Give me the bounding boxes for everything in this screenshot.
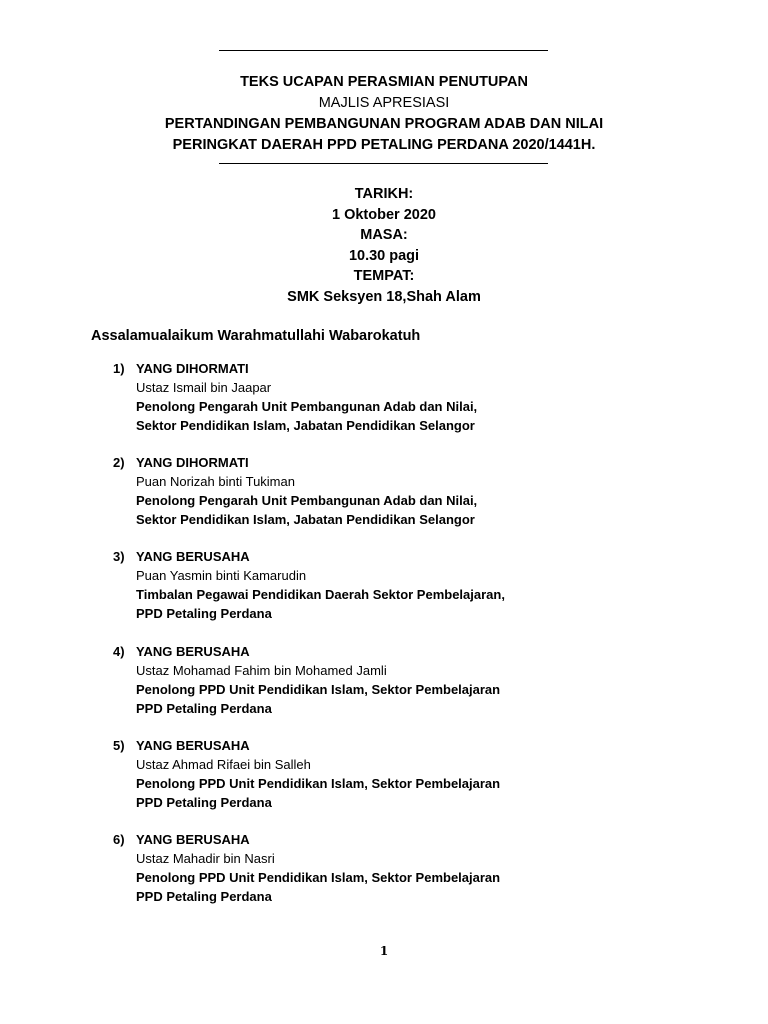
guest-item <box>113 642 673 718</box>
guest-number: 1) <box>113 361 125 376</box>
guest-name: Ustaz Mohamad Fahim bin Mohamed Jamli <box>136 662 387 678</box>
guest-position-line: Sektor Pendidikan Islam, Jabatan Pendidikan Selangor <box>136 512 475 528</box>
guest-number: 5) <box>113 737 125 753</box>
guest-list <box>113 359 673 924</box>
guest-name: Ustaz Mahadir bin Nasri <box>136 850 275 866</box>
title-line-3: PERTANDINGAN PEMBANGUNAN PROGRAM ADAB DAN NILAI <box>164 116 604 132</box>
guest-honorific: YANG BERUSAHA <box>136 549 250 565</box>
guest-position-line: PPD Petaling Perdana <box>136 700 272 716</box>
guest-honorific: YANG BERUSAHA <box>136 831 250 847</box>
guest-item <box>113 736 673 812</box>
guest-item <box>113 830 673 906</box>
bottom-divider-line <box>219 163 548 164</box>
title-line-4: PERINGKAT DAERAH PPD PETALING PERDANA 2020/1441H. <box>172 137 596 153</box>
document-title <box>0 72 768 156</box>
event-details <box>0 184 768 308</box>
guest-position-line: PPD Petaling Perdana <box>136 606 272 622</box>
guest-number: 2) <box>113 455 125 471</box>
guest-honorific: YANG BERUSAHA <box>136 737 250 753</box>
date-label: TARIKH: <box>354 186 414 202</box>
guest-position-line: Sektor Pendidikan Islam, Jabatan Pendidikan Selangor <box>136 418 475 433</box>
guest-position-line: Penolong PPD Unit Pendidikan Islam, Sektor Pembelajaran <box>136 775 501 791</box>
guest-honorific: YANG DIHORMATI <box>136 361 249 376</box>
greeting-text: Assalamualaikum Warahmatullahi Wabarokatuh <box>91 328 421 344</box>
guest-name: Puan Yasmin binti Kamarudin <box>136 568 307 584</box>
guest-name: Puan Norizah binti Tukiman <box>136 474 295 490</box>
guest-position-line: Penolong PPD Unit Pendidikan Islam, Sektor Pembelajaran <box>136 681 501 697</box>
guest-position-line: Timbalan Pegawai Pendidikan Daerah Sektor Pembelajaran, <box>136 587 505 603</box>
guest-position-line: PPD Petaling Perdana <box>136 794 272 810</box>
time-value: 10.30 pagi <box>348 247 420 264</box>
guest-name: Ustaz Ismail bin Jaapar <box>136 380 272 395</box>
guest-item <box>113 453 673 529</box>
venue-value: SMK Seksyen 18,Shah Alam <box>287 288 481 305</box>
guest-position-line: Penolong Pengarah Unit Pembangunan Adab dan Nilai, <box>136 493 478 509</box>
guest-name: Ustaz Ahmad Rifaei bin Salleh <box>136 756 311 772</box>
date-value: 1 Oktober 2020 <box>332 206 436 223</box>
guest-item <box>113 547 673 623</box>
page-number: 1 <box>379 944 389 958</box>
guest-number: 4) <box>113 643 125 659</box>
guest-number: 6) <box>113 831 125 847</box>
guest-honorific: YANG BERUSAHA <box>136 643 250 659</box>
guest-position-line: Penolong Pengarah Unit Pembangunan Adab dan Nilai, <box>136 399 478 414</box>
guest-position-line: PPD Petaling Perdana <box>136 888 272 904</box>
guest-item <box>113 359 673 435</box>
guest-honorific: YANG DIHORMATI <box>136 455 249 471</box>
title-line-2: MAJLIS APRESIASI <box>318 95 450 111</box>
guest-position-line: Penolong PPD Unit Pendidikan Islam, Sektor Pembelajaran <box>136 869 501 885</box>
top-divider-line <box>219 50 548 51</box>
time-label: MASA: <box>360 227 408 244</box>
title-line-1: TEKS UCAPAN PERASMIAN PENUTUPAN <box>240 74 528 90</box>
venue-label: TEMPAT: <box>353 268 415 285</box>
guest-number: 3) <box>113 549 125 565</box>
